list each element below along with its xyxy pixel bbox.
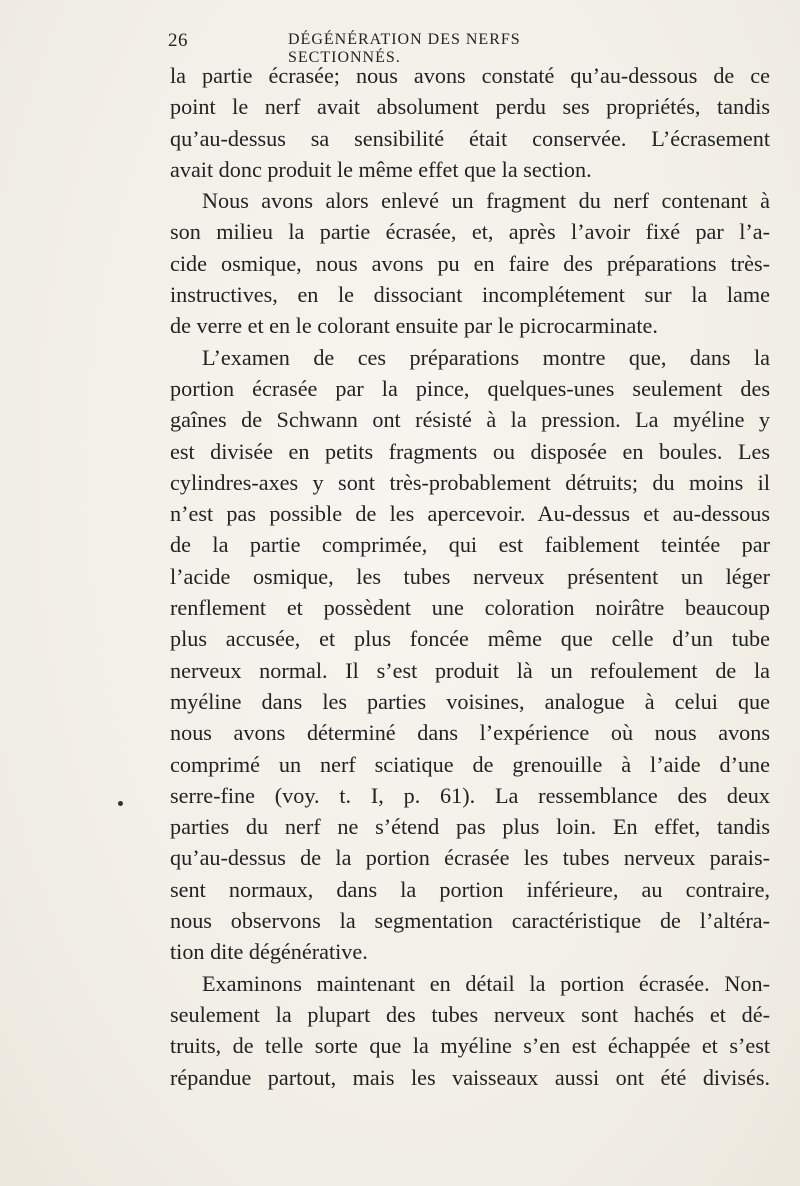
text-line: qu’au-dessus de la portion écrasée les tubes nerveux parais-: [170, 845, 770, 871]
page-header: [168, 30, 638, 66]
text-line: Nous avons alors enlevé un fragment du nerf contenant à: [202, 188, 770, 214]
paragraph: [170, 185, 770, 341]
text-line: myéline dans les parties voisines, analogue à celui que: [170, 688, 770, 714]
text-line: cide osmique, nous avons pu en faire des préparations très-: [170, 250, 770, 276]
text-line: de verre et en le colorant ensuite par le picrocarminate.: [170, 313, 658, 339]
text-line: son milieu la partie écrasée, et, après l’avoir fixé par l’a-: [170, 219, 770, 245]
text-line: truits, de telle sorte que la myéline s’en est échappée et s’est: [170, 1033, 770, 1059]
body-text: [170, 60, 770, 1093]
text-line: sent normaux, dans la portion inférieure, au contraire,: [170, 876, 770, 902]
paragraph: [170, 968, 770, 1093]
text-line: est divisée en petits fragments ou disposée en boules. Les: [170, 438, 770, 464]
text-line: n’est pas possible de les apercevoir. Au-dessus et au-dessous: [170, 501, 770, 527]
text-line: nerveux normal. Il s’est produit là un refoulement de la: [170, 657, 770, 683]
paragraph: [170, 342, 770, 968]
text-line: plus accusée, et plus foncée même que celle d’un tube: [170, 626, 770, 652]
running-title: DÉGÉNÉRATION DES NERFS SECTIONNÉS.: [288, 31, 521, 66]
text-line: gaînes de Schwann ont résisté à la pression. La myéline y: [170, 407, 770, 433]
text-line: comprimé un nerf sciatique de grenouille à l’aide d’une: [170, 751, 770, 777]
text-line: avait donc produit le même effet que la section.: [170, 156, 592, 182]
text-line: tion dite dégénérative.: [170, 939, 368, 965]
page-number: 26: [168, 30, 188, 51]
text-line: instructives, en le dissociant incomplétement sur la lame: [170, 282, 770, 308]
ink-speck: [118, 801, 123, 806]
text-line: L’examen de ces préparations montre que, dans la: [202, 344, 770, 370]
text-line: l’acide osmique, les tubes nerveux présentent un léger: [170, 563, 770, 589]
text-line: nous observons la segmentation caractéristique de l’altéra-: [170, 908, 770, 934]
text-line: renflement et possèdent une coloration noirâtre beaucoup: [170, 595, 770, 621]
text-line: nous avons déterminé dans l’expérience où nous avons: [170, 720, 770, 746]
text-line: de la partie comprimée, qui est faiblement teintée par: [170, 532, 770, 558]
paragraph: [170, 60, 770, 185]
text-line: répandue partout, mais les vaisseaux aussi ont été divisés.: [170, 1064, 770, 1090]
text-line: qu’au-dessus sa sensibilité était conservée. L’écrasement: [170, 125, 770, 151]
text-line: parties du nerf ne s’étend pas plus loin. En effet, tandis: [170, 814, 770, 840]
text-line: portion écrasée par la pince, quelques-unes seulement des: [170, 375, 770, 401]
text-line: seulement la plupart des tubes nerveux sont hachés et dé-: [170, 1001, 770, 1027]
text-line: serre-fine (voy. t. I, p. 61). La ressemblance des deux: [170, 782, 770, 808]
text-line: cylindres-axes y sont très-probablement détruits; du moins il: [170, 469, 770, 495]
text-line: point le nerf avait absolument perdu ses propriétés, tandis: [170, 94, 770, 120]
text-line: la partie écrasée; nous avons constaté qu’au-dessous de ce: [170, 63, 770, 88]
text-line: Examinons maintenant en détail la portion écrasée. Non-: [202, 970, 770, 996]
